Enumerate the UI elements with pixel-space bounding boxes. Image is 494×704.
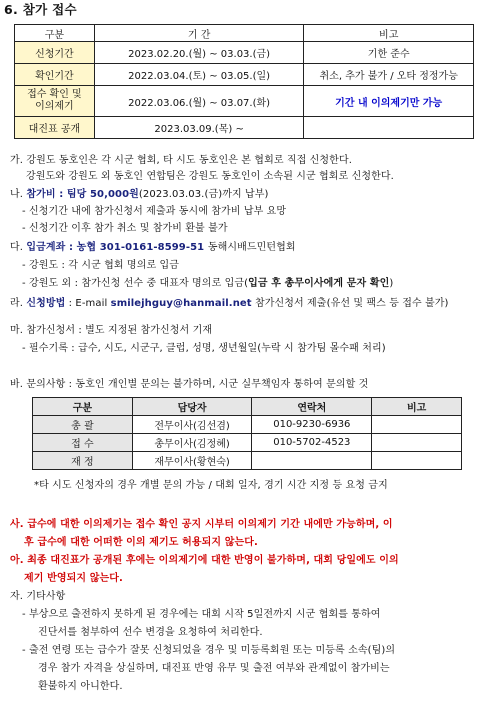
contact-row [33,452,462,470]
item-ra-mid: : E-mail [65,298,111,309]
item-ja: 자. 기타사항 [10,591,66,602]
item-ra [10,294,449,309]
schedule-period: 2022.03.04.(토) ~ 03.05.(일) [94,64,304,86]
item-da-account: 입금계좌 : 농협 301-0161-8599-51 [26,242,208,253]
contact-phone: 010-5702-4523 [252,434,372,452]
item-ja-sub1-line1: - 부상으로 출전하지 못하게 된 경우에는 대회 시작 5일전까지 시군 협회를 통하여 [22,609,381,620]
contact-note [372,416,462,434]
item-da-sub2-c: ) [389,278,394,289]
item-a-line1: 아. 최종 대진표가 공개된 후에는 이의제기에 대한 반영이 불가하며, 대회 당일에도 이의 [10,555,399,566]
item-na-sub1: - 신청기간 내에 참가신청서 제출과 동시에 참가비 납부 요망 [22,206,287,217]
schedule-header-note: 비고 [304,25,474,42]
section-title: 6. 참가 접수 [4,2,77,17]
contact-label: 총 괄 [33,416,133,434]
schedule-row [15,64,474,86]
item-ma: 마. 참가신청서 : 별도 지정된 참가신청서 기재 [10,325,213,336]
schedule-header-period: 기 간 [94,25,304,42]
contact-note [372,452,462,470]
item-sa-line1: 사. 급수에 대한 이의제기는 접수 확인 공지 시부터 이의제기 기간 내에만 가능하며, 이 [10,519,393,530]
schedule-label: 신청기간 [15,42,95,64]
item-ma-sub: - 필수기록 : 급수, 시도, 시군구, 클럽, 성명, 생년월일(누락 시 참가팀 몰수패 처리) [22,343,386,354]
schedule-note [304,117,474,139]
schedule-note: 취소, 추가 불가 / 오타 정정가능 [304,64,474,86]
item-ga-line2: 강원도와 강원도 외 동호인 연합팀은 강원도 동호인이 소속된 시군 협회로 신청한다. [26,171,394,182]
contact-row [33,434,462,452]
item-da [10,238,296,253]
schedule-period: 2023.02.20.(월) ~ 03.03.(금) [94,42,304,64]
schedule-header-category: 구분 [15,25,95,42]
contact-header-note: 비고 [372,398,462,416]
contact-header-person: 담당자 [132,398,252,416]
item-ba: 바. 문의사항 : 동호인 개인별 문의는 불가하며, 시군 실무책임자 통하여 문의할 것 [10,379,369,390]
schedule-header-row [15,25,474,42]
item-da-sub1: - 강원도 : 각 시군 협회 명의로 입금 [22,260,180,271]
contact-phone: 010-9230-6936 [252,416,372,434]
schedule-row [15,117,474,139]
contact-phone [252,452,372,470]
schedule-row [15,86,474,117]
item-sa-line2: 후 급수에 대한 어떠한 이의 제기도 허용되지 않는다. [24,537,258,548]
item-a-line2: 제기 반영되지 않는다. [24,573,123,584]
contact-header-phone: 연락처 [252,398,372,416]
schedule-period: 2022.03.06.(월) ~ 03.07.(화) [94,86,304,117]
contact-note: *타 시도 신청자의 경우 개별 문의 가능 / 대회 일자, 경기 시간 지정 등 요청 금지 [34,480,388,491]
contact-label: 접 수 [33,434,133,452]
item-da-sub2-highlight: 입금 후 총무이사에게 문자 확인 [248,278,390,289]
schedule-note: 기한 준수 [304,42,474,64]
schedule-period: 2023.03.09.(목) ~ [94,117,304,139]
contact-header-category: 구분 [33,398,133,416]
schedule-label: 접수 확인 및 이의제기 [15,86,95,117]
item-da-holder: 동해시배드민턴협회 [207,242,296,253]
contact-person: 재무이사(황현숙) [132,452,252,470]
item-da-prefix: 다. [10,242,27,253]
contact-person: 전무이사(김선겸) [132,416,252,434]
schedule-label: 대진표 공개 [15,117,95,139]
contact-row [33,416,462,434]
contact-person: 총무이사(김정혜) [132,434,252,452]
item-ra-method: 신청방법 [26,298,66,309]
item-ja-sub1-line2: 진단서를 첨부하여 선수 변경을 요청하여 처리한다. [38,627,263,638]
item-ra-prefix: 라. [10,298,27,309]
item-ra-email: smilejhguy@hanmail.net [110,298,252,309]
schedule-table [14,24,474,139]
item-ga-line1: 가. 강원도 동호인은 각 시군 협회, 타 시도 동호인은 본 협회로 직접 신청한다. [10,155,352,166]
item-na [10,185,269,200]
item-na-sub2: - 신청기간 이후 참가 취소 및 참가비 환불 불가 [22,223,228,234]
schedule-row [15,42,474,64]
item-da-sub2-a: - 강원도 외 : 참가신청 선수 중 대표자 명의로 입금( [22,278,249,289]
contact-header-row [33,398,462,416]
contact-table [32,397,462,470]
item-na-fee: 참가비 : 팀당 50,000원 [26,189,139,200]
contact-note [372,434,462,452]
item-da-sub2 [22,274,393,289]
schedule-note: 기간 내 이의제기만 가능 [304,86,474,117]
item-ra-rest: 참가신청서 제출(유선 및 팩스 등 접수 불가) [251,298,449,309]
item-ja-sub2-line1: - 출전 연령 또는 급수가 잘못 신청되었을 경우 및 미등록회원 또는 미등록 소속(팀)의 [22,645,396,656]
item-na-prefix: 나. [10,189,27,200]
item-ja-sub2-line2: 경우 참가 자격을 상실하며, 대진표 반영 유무 및 출전 여부와 관계없이 참가비는 [38,663,390,674]
item-ja-sub2-line3: 환불하지 아니한다. [38,681,123,692]
item-na-deadline: (2023.03.03.(금)까지 납부) [138,189,269,200]
schedule-label: 확인기간 [15,64,95,86]
contact-label: 재 정 [33,452,133,470]
